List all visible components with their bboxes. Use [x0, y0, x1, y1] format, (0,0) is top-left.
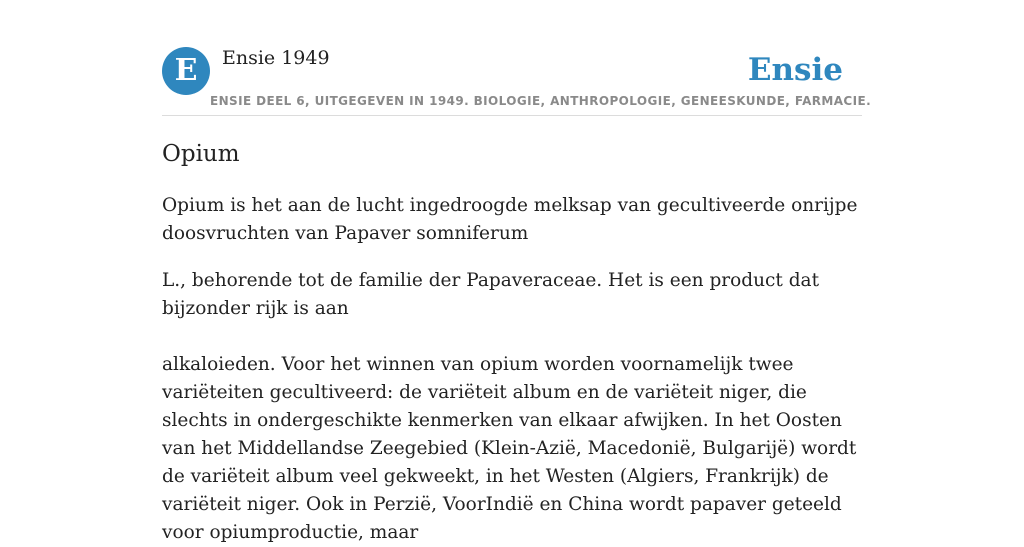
site-title[interactable]: Ensie 1949 — [222, 47, 330, 69]
ensie-logo-icon[interactable]: E — [162, 47, 210, 95]
article-title: Opium — [162, 141, 240, 167]
article-paragraph-1: Opium is het aan de lucht ingedroogde melksap van gecultiveerde onrijpe doosvruchten van Papaver somniferum — [162, 195, 858, 244]
edition-subtitle: ENSIE DEEL 6, UITGEGEVEN IN 1949. BIOLOGIE, ANTHROPOLOGIE, GENEESKUNDE, FARMACIE. — [210, 94, 872, 108]
article-paragraph-2: L., behorende tot de familie der Papaveraceae. Het is een product dat bijzonder rijk is aan — [162, 270, 820, 319]
site-header — [162, 0, 872, 116]
brand-link[interactable]: Ensie — [747, 52, 843, 88]
article-paragraph-3: alkaloieden. Voor het winnen van opium worden voornamelijk twee variëteiten gecultiveerd: de variëteit album en de variëteit niger, die slechts in ondergeschikte kenmerken van elkaar afwijken. In het Oosten van het Middellandse Zeegebied (Klein-Azië, Macedonië, Bulgarijë) wordt de variëteit album veel gekweekt, in het Westen (Algiers, Frankrijk) de variëteit niger. Ook in Perzië, VoorIndië en China wordt papaver geteeld voor opiumproductie, maar — [162, 354, 857, 543]
